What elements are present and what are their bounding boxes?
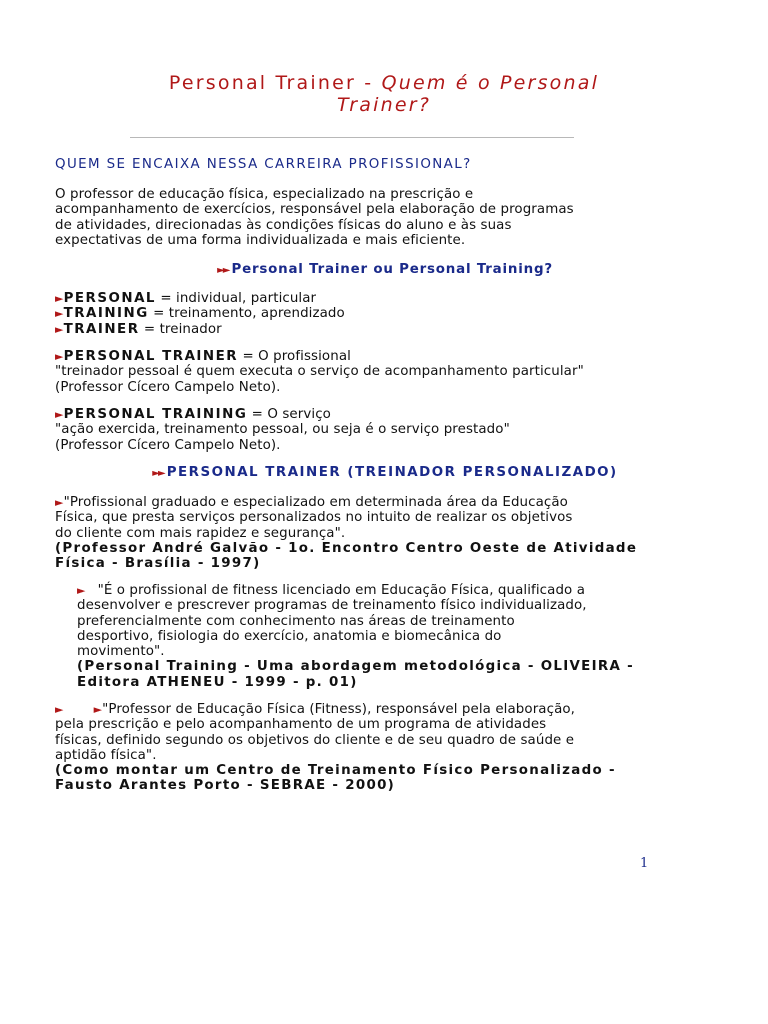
quote-block-2: ► "É o profissional de fitness licenciado em Educação Física, qualificado a desenvolver e prescrever programas de treinamento físico individualizado, preferencialmente com conhecimento nas áreas de treinamento desportivo, fisiologia do exercício, anatomia e biomecânica do movimento". (Personal Training - Uma abordagem metodológica - OLIVEIRA - Editora ATHENEU - 1999 - p. 01)	[77, 583, 717, 690]
quote-line: do cliente com mais rapidez e segurança".	[55, 525, 346, 541]
intro-line: acompanhamento de exercícios, responsável pela elaboração de programas	[55, 202, 574, 218]
quote-text: "treinador pessoal é quem executa o serviço de acompanhamento particular"	[55, 364, 584, 380]
quote-line: preferencialmente com conhecimento nas áreas de treinamento	[77, 613, 515, 629]
title-part2: Quem é o Personal	[381, 72, 600, 94]
intro-line: de atividades, direcionadas às condições físicas do aluno e às suas	[55, 217, 512, 233]
triangle-bullet-icon: ►	[93, 703, 103, 716]
triangle-bullet-icon: ►	[55, 703, 64, 716]
personal-trainer-definition: ►PERSONAL TRAINER = O profissional "treinador pessoal é quem executa o serviço de acompanhamento particular" (Professor Cícero Campelo Neto).	[55, 349, 715, 395]
triangle-bullet-icon: ►	[77, 584, 86, 597]
triangle-bullet-icon: ►	[55, 307, 64, 321]
double-triangle-bullet-icon: ►►	[152, 468, 164, 479]
quote-line: físicas, definido segundo os objetivos do cliente e de seu quadro de saúde e	[55, 732, 575, 748]
definition-item: ►TRAINER = treinador	[55, 321, 222, 337]
triangle-bullet-icon: ►	[55, 322, 64, 336]
quote-block-3: ► ►"Professor de Educação Física (Fitness), responsável pela elaboração, pela prescrição e pelo acompanhamento de um programa de atividades físicas, definido segundo os objetivos do cliente e de seu quadro de saúde e aptidão física". (Como montar um Centro de Treinamento Físico Personalizado - Fausto Arantes Porto - SEBRAE - 2000)	[55, 702, 715, 794]
triangle-bullet-icon: ►	[55, 350, 64, 363]
definitions-list	[55, 291, 715, 337]
definition-item: ►PERSONAL = individual, particular	[55, 291, 317, 306]
title-part1: Personal Trainer -	[168, 72, 374, 94]
citation-line: Editora ATHENEU - 1999 - p. 01)	[77, 674, 358, 690]
quote-block-1: ►"Profissional graduado e especializado em determinada área da Educação Física, que presta serviços personalizados no intuito de realizar os objetivos do cliente com mais rapidez e segurança". (Professor André Galvão - 1o. Encontro Centro Oeste de Atividade Física - Brasília - 1997)	[55, 495, 715, 571]
triangle-bullet-icon: ►	[55, 292, 64, 305]
quote-line: desportivo, fisiologia do exercício, anatomia e biomecânica do	[77, 628, 502, 644]
intro-line: O professor de educação física, especializado na prescrição e	[55, 187, 474, 202]
citation-line: Física - Brasília - 1997)	[55, 556, 261, 572]
quote-line: aptidão física".	[55, 747, 157, 763]
quote-source: (Professor Cícero Campelo Neto).	[55, 437, 281, 453]
intro-line: expectativas de uma forma individualizada e mais eficiente.	[55, 232, 466, 248]
quote-line: movimento".	[77, 644, 165, 660]
quote-line: Física, que presta serviços personalizados no intuito de realizar os objetivos	[55, 510, 573, 526]
quote-line: pela prescrição e pelo acompanhamento de um programa de atividades	[55, 717, 547, 733]
citation-line: (Personal Training - Uma abordagem metodológica - OLIVEIRA -	[77, 659, 635, 675]
citation-line: Fausto Arantes Porto - SEBRAE - 2000)	[55, 778, 396, 794]
quote-text: "ação exercida, treinamento pessoal, ou seja é o serviço prestado"	[55, 422, 510, 438]
quote-source: (Professor Cícero Campelo Neto).	[55, 379, 281, 395]
triangle-bullet-icon: ►	[55, 496, 64, 509]
triangle-bullet-icon: ►	[55, 408, 64, 421]
title-part3: Trainer?	[336, 94, 432, 116]
personal-training-definition: ►PERSONAL TRAINING = O serviço "ação exercida, treinamento pessoal, ou seja é o serviço prestado" (Professor Cícero Campelo Neto).	[55, 407, 715, 453]
horizontal-divider	[130, 137, 574, 138]
page-number: 1	[640, 856, 649, 871]
quote-line: desenvolver e prescrever programas de treinamento físico individualizado,	[77, 598, 587, 614]
section-heading: QUEM SE ENCAIXA NESSA CARREIRA PROFISSIONAL?	[55, 157, 472, 172]
page-title	[60, 72, 708, 116]
double-triangle-bullet-icon: ►►	[217, 265, 229, 276]
citation-line: (Como montar um Centro de Treinamento Físico Personalizado -	[55, 763, 616, 779]
intro-paragraph	[55, 187, 715, 248]
definition-item: ►TRAINING = treinamento, aprendizado	[55, 306, 345, 322]
citation-line: (Professor André Galvão - 1o. Encontro Centro Oeste de Atividade	[55, 540, 638, 556]
subheading-personal-trainer-or-training: ►► Personal Trainer ou Personal Training?	[217, 262, 553, 277]
subheading-treinador-personalizado: ►► PERSONAL TRAINER (TREINADOR PERSONALIZADO)	[152, 465, 618, 480]
